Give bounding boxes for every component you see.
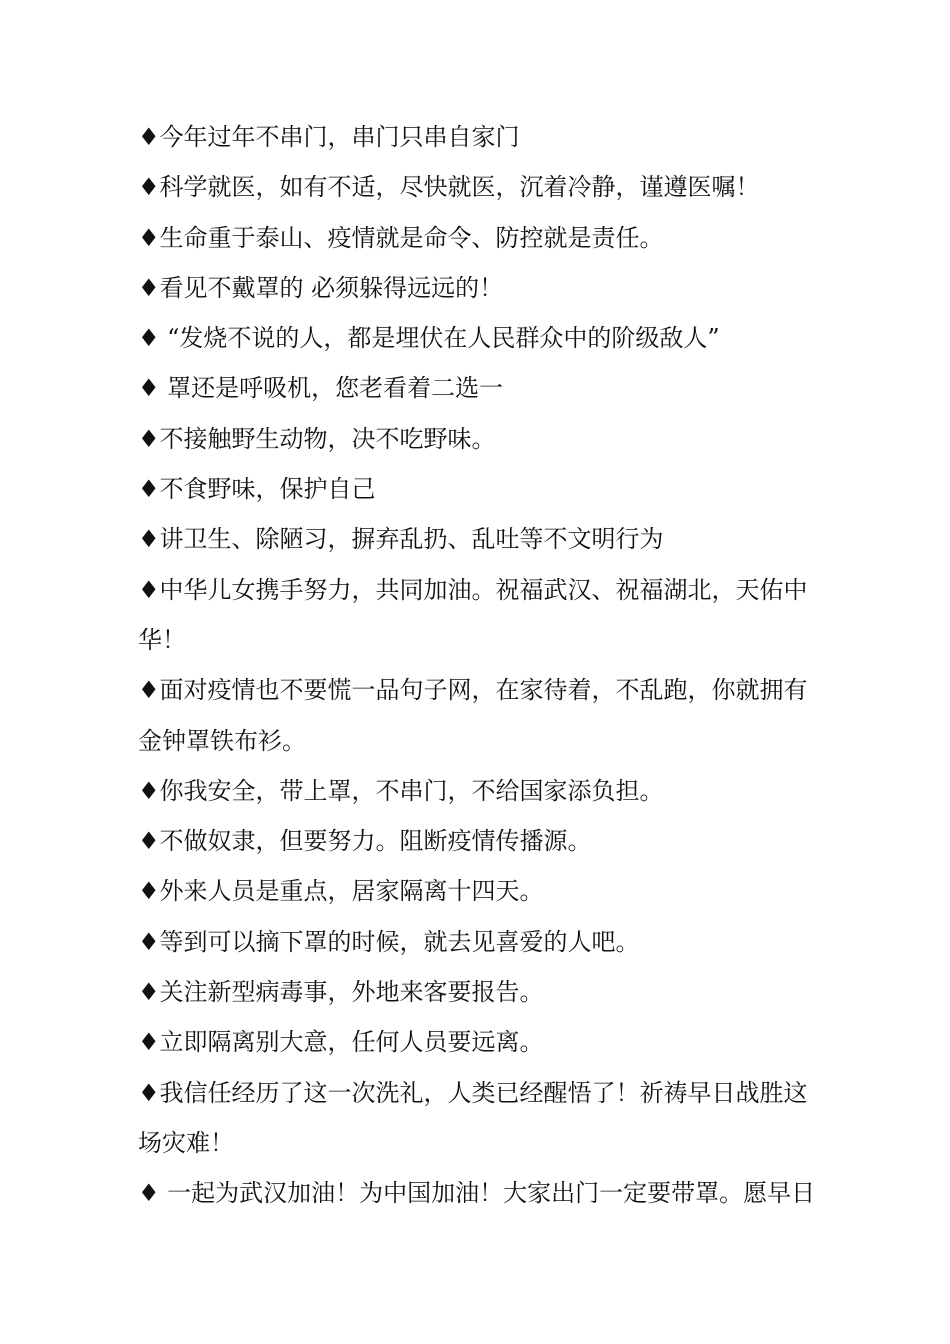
text-line: ♦不做奴隶，但要努力。阻断疫情传播源。: [138, 827, 592, 856]
text-line: ♦ 罩还是呼吸机，您老看着二选一: [138, 374, 504, 403]
text-line: ♦不接触野生动物，决不吃野味。: [138, 424, 496, 453]
text-line: ♦关注新型病毒事，外地来客要报告。: [138, 978, 544, 1007]
text-line: ♦科学就医，如有不适，尽快就医，沉着冷静，谨遵医嘱！: [138, 173, 760, 202]
text-line: ♦立即隔离别大意，任何人员要远离。: [138, 1028, 544, 1057]
text-line: ♦ 一起为武汉加油！为中国加油！大家出门一定要带罩。愿早日: [138, 1179, 816, 1208]
text-line: 金钟罩铁布衫。: [138, 726, 306, 755]
text-line: ♦ “发烧不说的人，都是埋伏在人民群众中的阶级敌人”: [138, 324, 720, 353]
text-line: ♦中华儿女携手努力，共同加油。祝福武汉、祝福湖北，天佑中: [138, 575, 808, 604]
text-line: ♦面对疫情也不要慌一品句子网，在家待着，不乱跑，你就拥有: [138, 676, 808, 705]
text-line: ♦等到可以摘下罩的时候，就去见喜爱的人吧。: [138, 927, 640, 956]
text-line: ♦今年过年不串门，串门只串自家门: [138, 123, 520, 151]
text-line: ♦生命重于泰山、疫情就是命令、防控就是责任。: [138, 223, 664, 252]
text-line: ♦看见不戴罩的 必须躲得远远的！: [138, 273, 504, 302]
text-line: 华！: [138, 625, 186, 654]
text-line: 场灾难！: [138, 1128, 234, 1157]
text-line: ♦讲卫生、除陋习，摒弃乱扔、乱吐等不文明行为: [138, 525, 664, 554]
text-line: ♦不食野味，保护自己: [138, 475, 376, 504]
slogan-list: [138, 112, 828, 1219]
text-line: ♦你我安全，带上罩，不串门，不给国家添负担。: [138, 776, 664, 805]
text-line: ♦我信任经历了这一次洗礼，人类已经醒悟了！祈祷早日战胜这: [138, 1078, 808, 1107]
text-line: ♦外来人员是重点，居家隔离十四天。: [138, 877, 544, 906]
